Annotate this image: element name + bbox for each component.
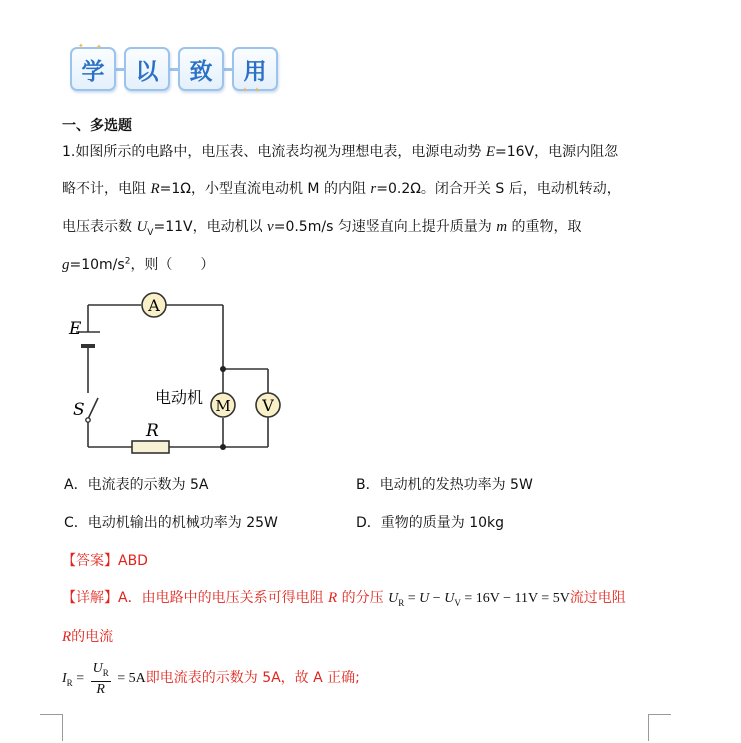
- text: 电压表示数: [62, 219, 137, 235]
- fraction: [91, 661, 111, 697]
- text: 1.如图所示的电路中，电压表、电流表均视为理想电表，电源电动势: [62, 144, 486, 160]
- sparkle-icon: ✦: [78, 42, 84, 50]
- label-E: E: [69, 319, 82, 339]
- text: 略不计，电阻: [62, 181, 151, 197]
- numerator: [91, 661, 111, 682]
- subscript: V: [147, 227, 154, 238]
- text: 的重物，取: [507, 219, 582, 235]
- detail-line-2: [62, 626, 113, 646]
- formula-voltage: [388, 591, 570, 606]
- text: =10m/s: [69, 257, 125, 273]
- detail-line-1: [62, 587, 626, 608]
- switch-pivot: [86, 418, 90, 422]
- symbol-U: U: [388, 591, 399, 606]
- text: 的电流: [71, 629, 114, 645]
- symbol-R: R: [328, 590, 338, 606]
- sparkle-icon: ✦: [242, 86, 248, 94]
- text: =11V，电动机以: [153, 219, 268, 235]
- symbol-m: m: [496, 219, 508, 235]
- banner-char: 用: [243, 58, 267, 85]
- junction-dot: [220, 444, 226, 450]
- current-formula-line: [62, 661, 360, 697]
- text: =0.5m/s 匀速竖直向上提升质量为: [273, 219, 497, 235]
- label-S: S: [73, 400, 85, 420]
- detail-label: 【详解】: [62, 590, 118, 606]
- answer-label: 【答案】: [62, 553, 118, 569]
- text: 即电流表的示数为 5A，故 A 正确;: [145, 670, 360, 687]
- banner-char: 以: [135, 58, 159, 85]
- voltmeter-symbol: V: [262, 396, 274, 415]
- symbol-R: R: [96, 681, 105, 697]
- option-a: A．电流表的示数为 5A: [64, 477, 209, 493]
- motor-label: 电动机: [155, 388, 204, 407]
- symbol-r: r: [370, 181, 377, 197]
- symbol-R: R: [150, 181, 160, 197]
- page-corner-mark: [40, 714, 63, 741]
- option-d: D．重物的质量为 10kg: [356, 515, 505, 531]
- sparkle-icon: ✦: [96, 43, 102, 51]
- symbol-E: E: [485, 144, 495, 160]
- subscript: R: [398, 597, 405, 608]
- banner-char: 学: [81, 58, 105, 85]
- text: =0.2Ω。闭合开关 S 后，电动机转动，: [376, 181, 621, 197]
- text: ，则（ ）: [130, 257, 215, 273]
- text: −: [429, 591, 445, 606]
- subscript: R: [102, 667, 109, 678]
- superscript: 2: [124, 256, 131, 267]
- denominator: [96, 682, 105, 697]
- symbol-U: U: [92, 661, 103, 676]
- text: =: [72, 671, 88, 687]
- label-R: R: [146, 421, 159, 441]
- symbol-U: U: [444, 591, 455, 606]
- junction-dot: [220, 366, 226, 372]
- motor-symbol: M: [215, 397, 231, 415]
- text: =16V，电源内阻忽: [494, 144, 619, 160]
- option-b: B．电动机的发热功率为 5W: [356, 477, 533, 493]
- symbol-U: U: [136, 219, 148, 235]
- symbol-R: R: [62, 629, 72, 645]
- answer-line: [62, 550, 148, 570]
- page-corner-mark: [648, 714, 671, 741]
- subscript: V: [454, 597, 461, 608]
- text: = 16V − 11V = 5V: [460, 591, 570, 606]
- sparkle-icon: ✦: [254, 86, 260, 94]
- symbol-U: U: [419, 591, 430, 606]
- option-c: C．电动机输出的机械功率为 25W: [64, 515, 278, 531]
- text: A．由电路中的电压关系可得电阻: [118, 590, 329, 606]
- symbol-g: g: [62, 257, 70, 273]
- text: =1Ω，小型直流电动机 M 的内阻: [159, 181, 371, 197]
- section-heading: 一、多选题: [62, 118, 132, 134]
- banner-char: 致: [189, 58, 213, 85]
- symbol-I: I: [62, 671, 67, 687]
- answer-value: ABD: [118, 553, 148, 569]
- text: 流过电阻: [569, 590, 626, 606]
- ammeter-symbol: A: [148, 296, 160, 315]
- text: =: [404, 591, 420, 606]
- switch-blade: [88, 398, 98, 419]
- resistor: [132, 441, 169, 453]
- symbol-v: v: [267, 219, 274, 235]
- subscript: R: [66, 677, 73, 688]
- formula-current: [62, 661, 146, 697]
- text: = 5A: [113, 671, 146, 687]
- text: 的分压: [337, 590, 384, 606]
